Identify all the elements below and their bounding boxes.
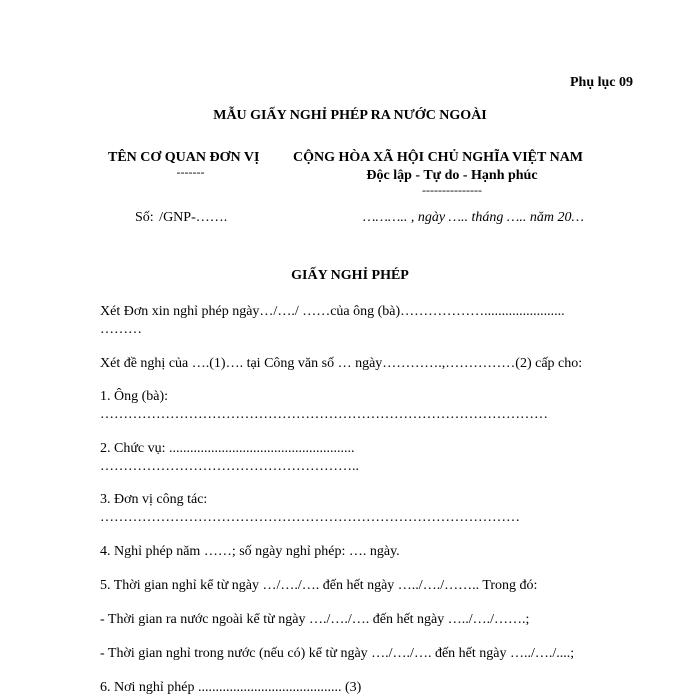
body-line-proposal: Xét đề nghị của ….(1)…. tại Công văn số … ngày………….,……………(2) cấp cho: [100,356,583,371]
body-line-request-continued: ……… [100,322,142,337]
body-line-request: Xét Đơn xin nghỉ phép ngày…/…./ ……của ông (bà)………………....................... [100,304,565,319]
national-title: CỘNG HÒA XÃ HỘI CHỦ NGHĨA VIỆT NAM [293,150,584,165]
item-2-fill: ……………………………………………….. [100,459,359,474]
form-title: MẪU GIẤY NGHỈ PHÉP RA NƯỚC NGOÀI [213,108,487,123]
appendix-label: Phụ lục 09 [569,75,633,90]
national-motto: Độc lập - Tự do - Hạnh phúc [366,168,538,183]
item-2-label: 2. Chức vụ: ..................................................... [100,441,355,456]
motto-divider: --------------- [422,183,482,197]
item-1-label: 1. Ông (bà): [100,389,169,404]
document-number: Số: /GNP-……. [135,210,228,225]
item-1-fill: …………………………………………………………………………………… [100,407,548,422]
item-3-fill: ……………………………………………………………………………… [100,510,520,525]
agency-name: TÊN CƠ QUAN ĐƠN VỊ [108,150,260,165]
agency-divider: ------- [176,165,205,179]
document-date: ……….. , ngày ….. tháng ….. năm 20… [363,210,584,225]
item-5-sub-abroad: - Thời gian ra nước ngoài kể từ ngày …./…./…. đến hết ngày …../…./…….; [100,612,530,627]
item-5-sub-domestic: - Thời gian nghỉ trong nước (nếu có) kể từ ngày …./…./…. đến hết ngày …../…./....; [100,646,575,661]
item-6: 6. Nơi nghỉ phép ......................................... (3) [100,680,362,695]
item-4: 4. Nghỉ phép năm ……; số ngày nghỉ phép: …. ngày. [100,544,400,559]
document-title: GIẤY NGHỈ PHÉP [291,268,409,283]
item-5: 5. Thời gian nghỉ kể từ ngày …/…./…. đến hết ngày …../…./…….. Trong đó: [100,578,538,593]
item-3-label: 3. Đơn vị công tác: [100,492,208,507]
